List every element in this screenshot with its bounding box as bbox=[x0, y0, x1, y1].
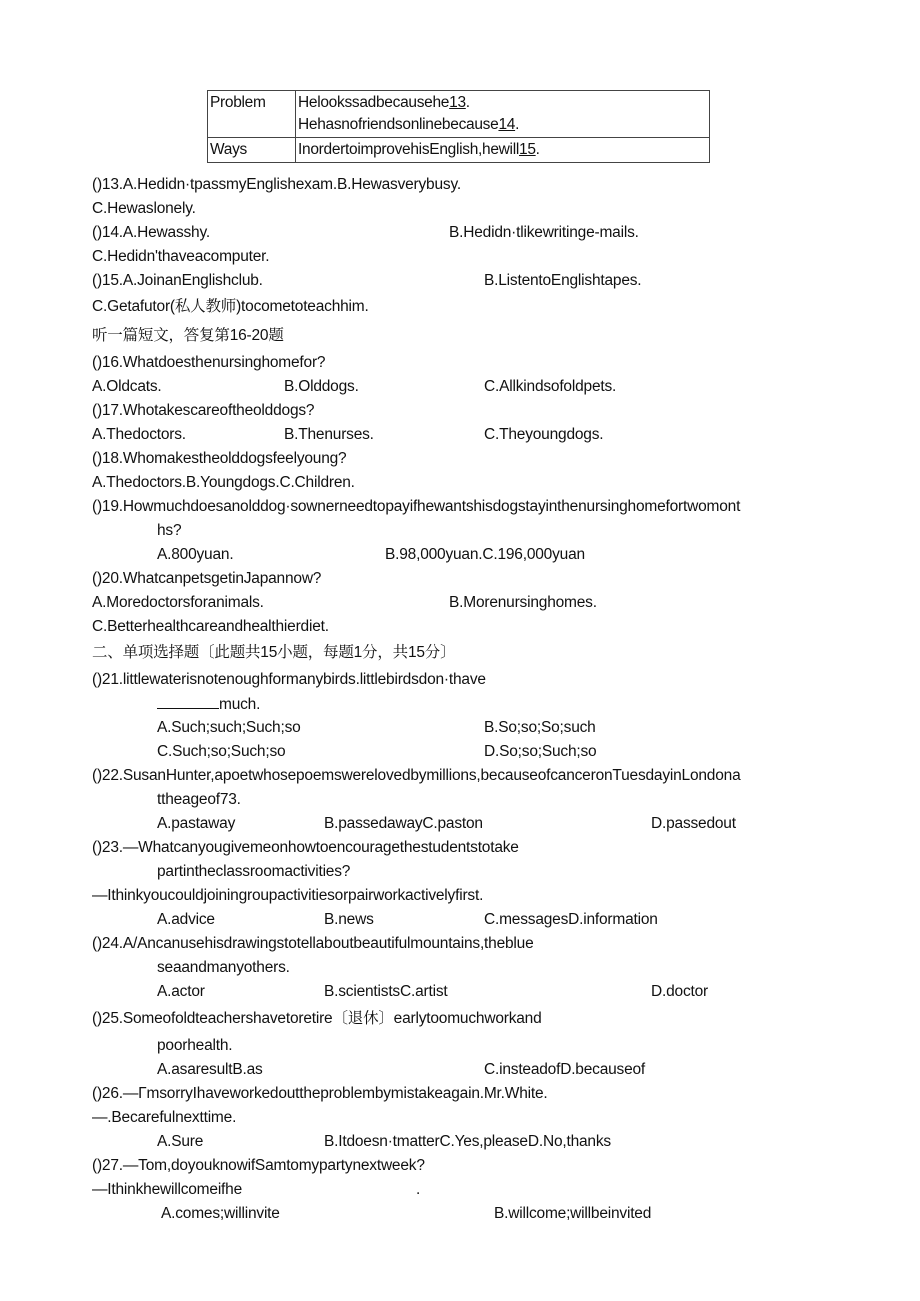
table-row bbox=[208, 91, 710, 138]
option-line: C.insteadofD.becauseof bbox=[484, 1061, 646, 1078]
question-17: ()17.Whotakescareoftheolddogs? bbox=[92, 402, 315, 419]
question-continuation: much. bbox=[157, 694, 260, 715]
question-24: ()24.A/Ancanusehisdrawingstotellaboutbeautifulmountains,theblue bbox=[92, 935, 534, 952]
option-line: C.Theyoungdogs. bbox=[484, 426, 604, 443]
option-line: A.Sure bbox=[157, 1133, 204, 1150]
question-20: ()20.WhatcanpetsgetinJapannow? bbox=[92, 570, 322, 587]
question-23: ()23.—Whatcanyougivemeonhowtoencouragethestudentstotake bbox=[92, 839, 519, 856]
table-line: InordertoimprovehisEnglish,hewill15. bbox=[298, 141, 540, 158]
table-line: Helookssadbecausehe13. bbox=[298, 94, 470, 111]
option-line: C.Hedidn'thaveacomputer. bbox=[92, 248, 270, 265]
question-continuation: —.Becarefulnexttime. bbox=[92, 1109, 237, 1126]
option-line: D.doctor bbox=[651, 983, 708, 1000]
question-continuation: —Ithinkhewillcomeifhe bbox=[92, 1181, 243, 1198]
question-22: ()22.SusanHunter,apoetwhosepoemswerelovedbymillions,becauseofcanceronTuesdayinLondona bbox=[92, 767, 741, 784]
option-line: B.ListentoEnglishtapes. bbox=[484, 272, 642, 289]
table-value-cell bbox=[296, 91, 710, 138]
table-row bbox=[208, 138, 710, 163]
option-line: B.Morenursinghomes. bbox=[449, 594, 597, 611]
option-line: A.actor bbox=[157, 983, 205, 1000]
question-13: ()13.A.Hedidn·tpassmyEnglishexam.B.Hewasverybusy. bbox=[92, 176, 461, 193]
question-26: ()26.—ΓmsorryIhaveworkedouttheproblembymistakeagain.Mr.White. bbox=[92, 1085, 548, 1102]
summary-table bbox=[207, 90, 710, 163]
section-heading: 听一篇短文，答复第16-20题 bbox=[92, 327, 284, 344]
option-line: D.passedout bbox=[651, 815, 736, 832]
option-line: C.Allkindsofoldpets. bbox=[484, 378, 617, 395]
question-continuation: poorhealth. bbox=[157, 1037, 233, 1054]
option-line: B.Hedidn·tlikewritinge-mails. bbox=[449, 224, 639, 241]
option-line: D.So;so;Such;so bbox=[484, 743, 597, 760]
table-line: Hehasnofriendsonlinebecause14. bbox=[298, 116, 520, 133]
question-continuation: —Ithinkyoucouldjoiningroupactivitiesorpairworkactivelyfirst. bbox=[92, 887, 484, 904]
option-line: C.Such;so;Such;so bbox=[157, 743, 286, 760]
table-value-cell bbox=[296, 138, 710, 163]
option-line: A.advice bbox=[157, 911, 215, 928]
table-key-cell: Problem bbox=[208, 91, 296, 138]
option-line: B.scientistsC.artist bbox=[324, 983, 448, 1000]
question-21: ()21.littlewaterisnotenoughformanybirds.littlebirdsdon·thave bbox=[92, 671, 486, 688]
question-continuation: hs? bbox=[157, 522, 182, 539]
question-continuation: ttheageof73. bbox=[157, 791, 241, 808]
option-line: A.Thedoctors. bbox=[92, 426, 186, 443]
question-19: ()19.Howmuchdoesanolddog·sownerneedtopayifhewantshisdogstayinthenursinghomefortwomont bbox=[92, 498, 741, 515]
option-line: B.So;so;So;such bbox=[484, 719, 596, 736]
option-line: A.Such;such;Such;so bbox=[157, 719, 301, 736]
option-line: A.pastaway bbox=[157, 815, 236, 832]
option-line: A.Thedoctors.B.Youngdogs.C.Children. bbox=[92, 474, 355, 491]
option-line: A.Oldcats. bbox=[92, 378, 162, 395]
option-line: A.Moredoctorsforanimals. bbox=[92, 594, 264, 611]
question-14: ()14.A.Hewasshy. bbox=[92, 224, 210, 241]
question-27: ()27.—Tom,doyouknowifSamtomypartynextweek? bbox=[92, 1157, 425, 1174]
section-heading: 二、单项选择题〔此题共15小题，每题1分，共15分〕 bbox=[92, 644, 456, 661]
option-line: C.messagesD.information bbox=[484, 911, 658, 928]
question-16: ()16.Whatdoesthenursinghomefor? bbox=[92, 354, 326, 371]
question-15: ()15.A.JoinanEnglishclub. bbox=[92, 272, 263, 289]
option-line: B.Olddogs. bbox=[284, 378, 359, 395]
option-line: A.comes;willinvite bbox=[161, 1205, 280, 1222]
option-line: B.willcome;willbeinvited bbox=[494, 1205, 652, 1222]
option-line: B.Itdoesn·tmatterC.Yes,pleaseD.No,thanks bbox=[324, 1133, 611, 1150]
option-line: B.news bbox=[324, 911, 374, 928]
question-25: ()25.Someofoldteachershavetoretire〔退休〕earlytoomuchworkand bbox=[92, 1010, 542, 1027]
question-18: ()18.Whomakestheolddogsfeelyoung? bbox=[92, 450, 347, 467]
question-continuation: partintheclassroomactivities? bbox=[157, 863, 351, 880]
option-line: A.asaresultB.as bbox=[157, 1061, 263, 1078]
option-line: C.Hewaslonely. bbox=[92, 200, 196, 217]
option-line: B.Thenurses. bbox=[284, 426, 374, 443]
answer-blank bbox=[157, 694, 219, 709]
option-line: B.passedawayC.paston bbox=[324, 815, 483, 832]
table-key-cell: Ways bbox=[208, 138, 296, 163]
option-line: C.Getafutor(私人教师)tocometoteachhim. bbox=[92, 298, 369, 315]
punctuation: . bbox=[416, 1181, 421, 1198]
question-continuation: seaandmanyothers. bbox=[157, 959, 290, 976]
option-line: C.Betterhealthcareandhealthierdiet. bbox=[92, 618, 329, 635]
option-line: B.98,000yuan.C.196,000yuan bbox=[385, 546, 585, 563]
option-line: A.800yuan. bbox=[157, 546, 234, 563]
